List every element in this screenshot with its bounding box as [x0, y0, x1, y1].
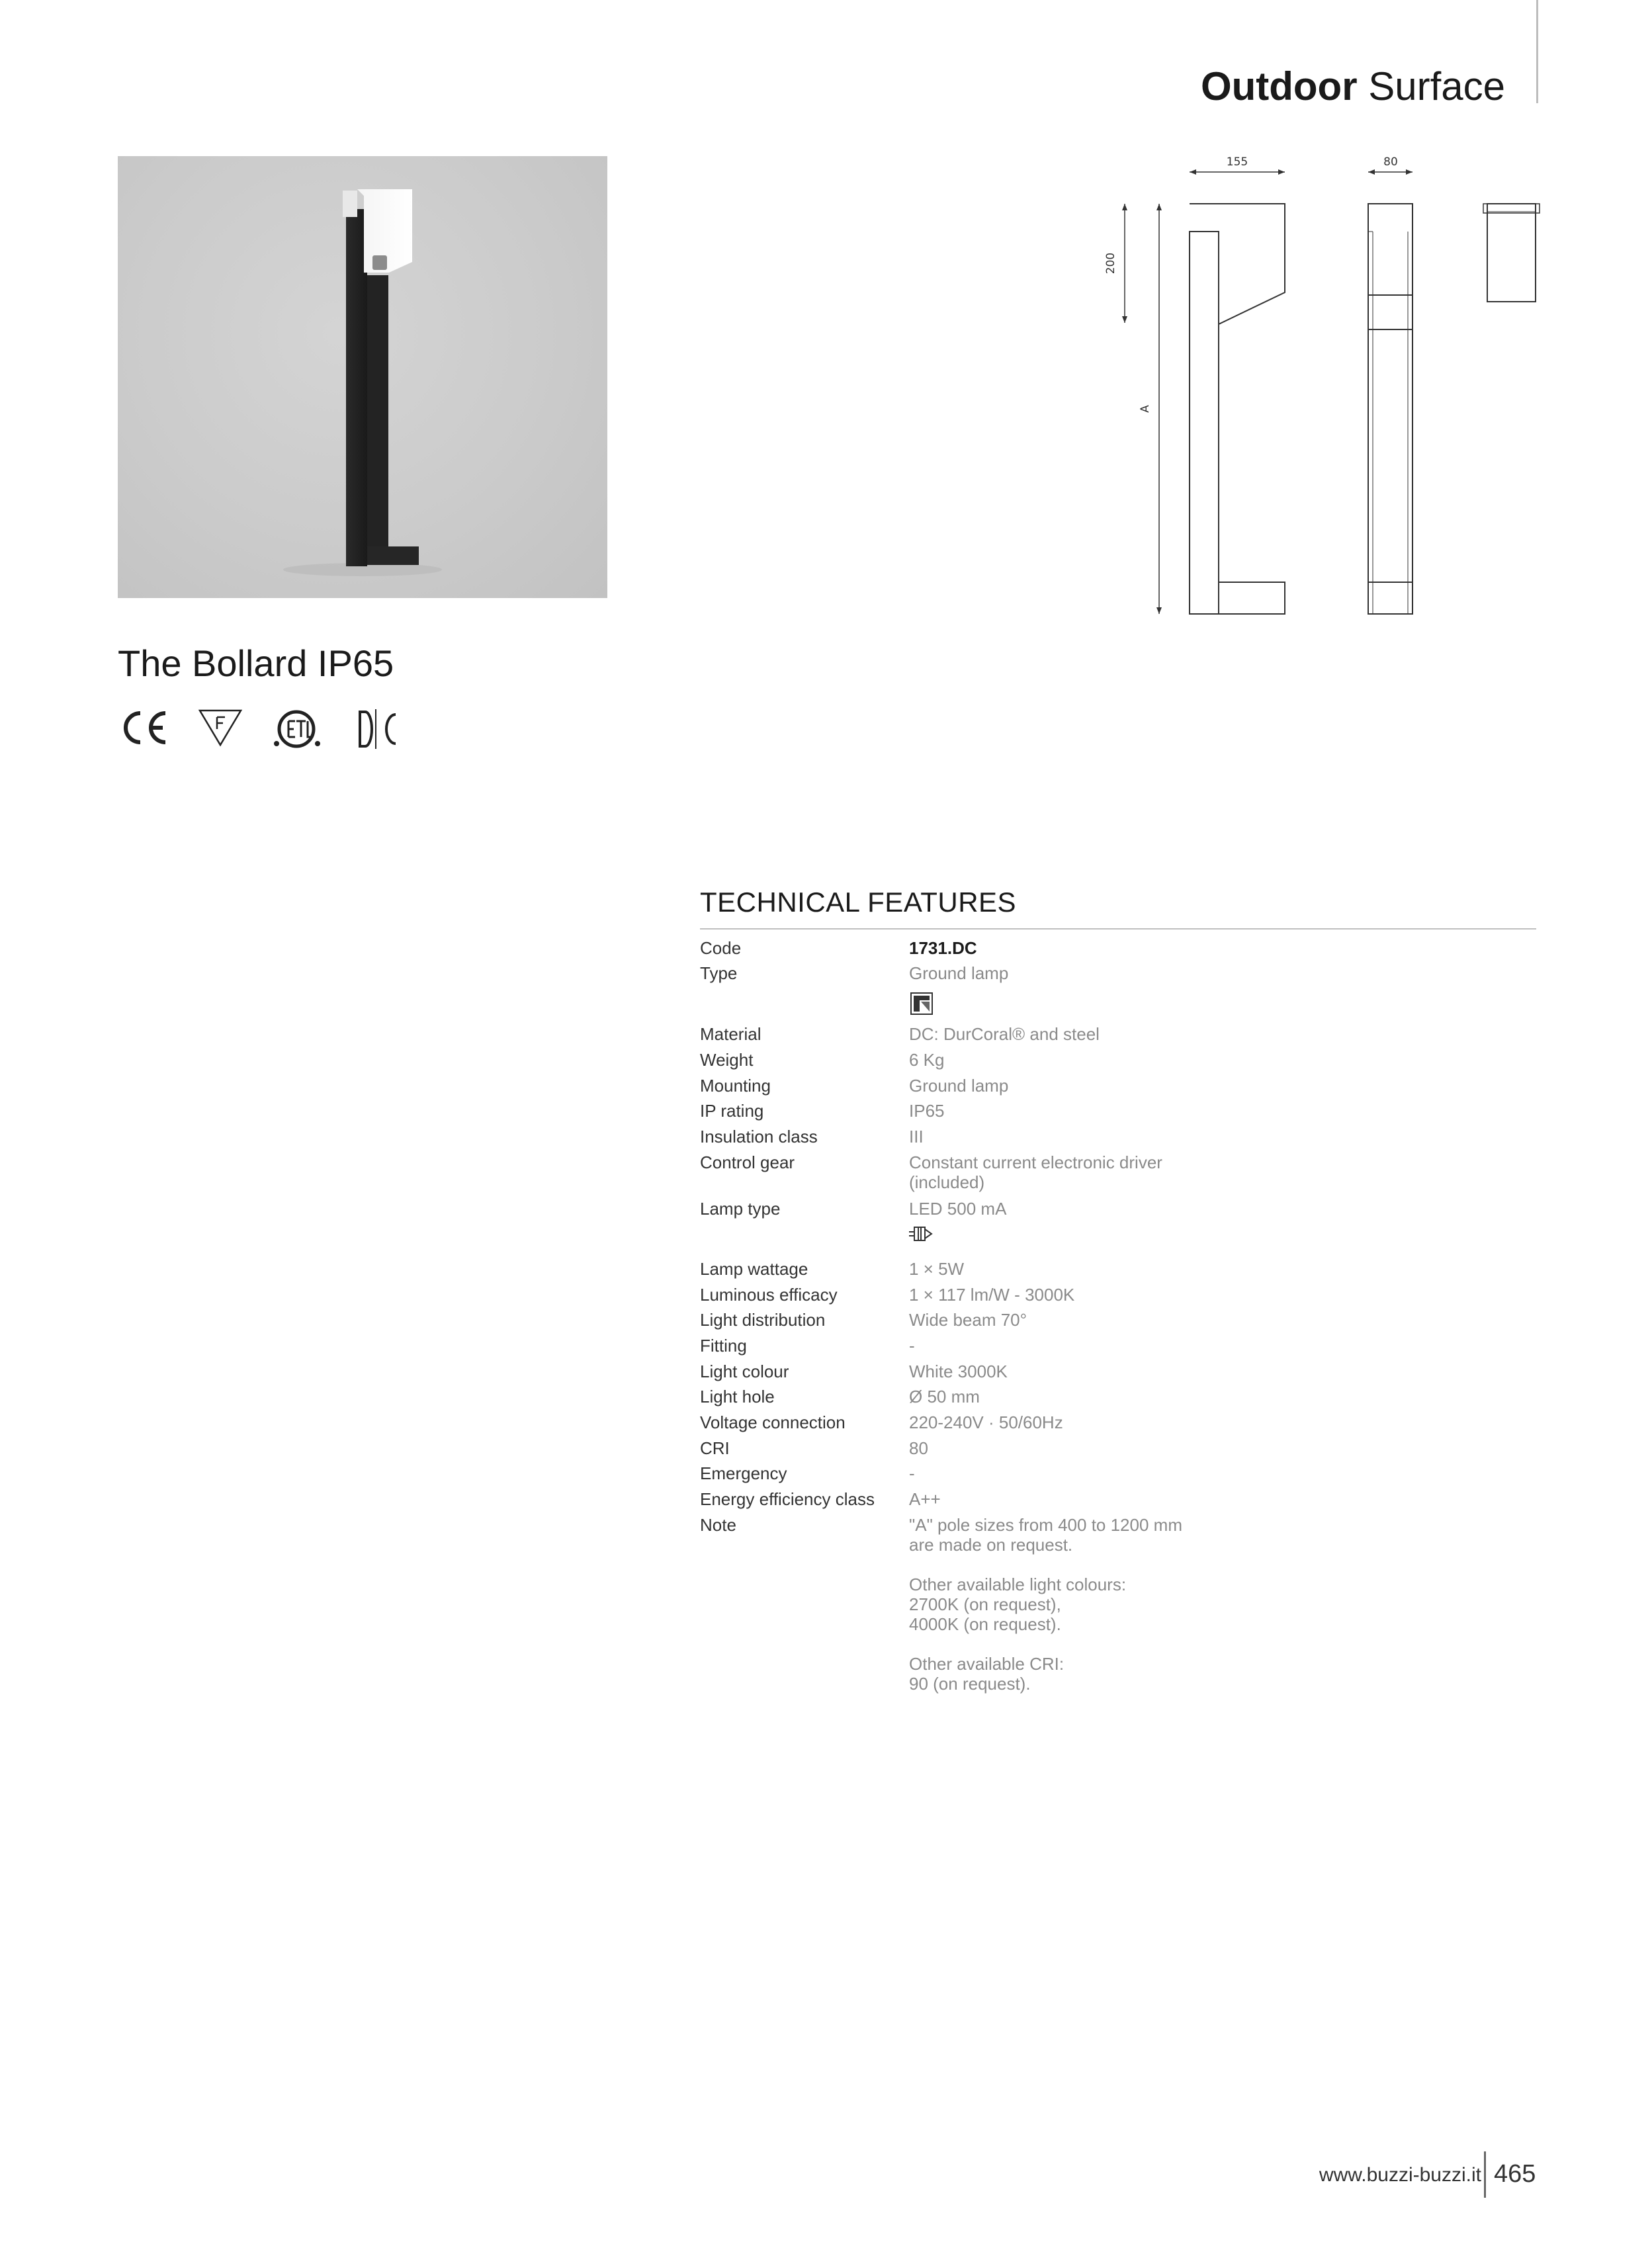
spec-value: Ground lamp — [909, 1076, 1009, 1096]
spec-value: IP65 — [909, 1101, 945, 1121]
spec-value: Ground lamp — [909, 963, 1009, 983]
spec-value: 80 — [909, 1438, 928, 1458]
spec-value: A++ — [909, 1489, 941, 1509]
header-divider — [1536, 0, 1538, 103]
dimension-drawing — [1072, 146, 1555, 622]
spec-label: Energy efficiency class — [700, 1489, 875, 1509]
spec-label: Control gear — [700, 1152, 795, 1172]
page-number: 465 — [1494, 2160, 1536, 2188]
section-title-bold: Outdoor — [1200, 64, 1358, 108]
spec-label: Type — [700, 963, 738, 983]
technical-features-divider — [700, 928, 1536, 930]
spec-label: Insulation class — [700, 1127, 818, 1147]
spec-value: "A" pole sizes from 400 to 1200 mm are made on request. Other available light colours: 2700K (on request), 4000K (on request). Other available CRI: 90 (on request). — [909, 1515, 1182, 1694]
spec-label: Mounting — [700, 1076, 771, 1096]
ground-lamp-type-icon — [910, 992, 933, 1015]
dc-mark-icon — [360, 709, 396, 749]
footer-divider — [1484, 2151, 1486, 2198]
spec-label: Fitting — [700, 1336, 747, 1356]
dim-head-label: 200 — [1104, 252, 1117, 275]
spec-label: Note — [700, 1515, 736, 1535]
spec-label: CRI — [700, 1438, 730, 1458]
spec-value: LED 500 mA — [909, 1199, 1007, 1219]
spec-value: White 3000K — [909, 1362, 1008, 1381]
product-title: The Bollard IP65 — [118, 642, 394, 684]
spec-label: Luminous efficacy — [700, 1285, 838, 1305]
dim-width-label: 155 — [1226, 155, 1248, 169]
spec-value: 1731.DC — [909, 938, 977, 958]
spec-value: DC: DurCoral® and steel — [909, 1024, 1100, 1044]
spec-label: Emergency — [700, 1463, 787, 1483]
etl-mark-icon — [274, 712, 320, 746]
led-lamp-icon — [908, 1225, 934, 1242]
dim-depth-label: 80 — [1383, 155, 1398, 169]
dim-pole-label: A — [1139, 405, 1152, 413]
spec-value: Wide beam 70° — [909, 1310, 1027, 1330]
spec-value: 1 × 5W — [909, 1259, 965, 1279]
certification-marks — [118, 703, 409, 753]
spec-value: - — [909, 1336, 915, 1356]
spec-value: Constant current electronic driver (included) — [909, 1152, 1162, 1192]
spec-value: 6 Kg — [909, 1050, 945, 1070]
spec-value: Ø 50 mm — [909, 1387, 980, 1406]
spec-label: Voltage connection — [700, 1412, 846, 1432]
spec-label: Light colour — [700, 1362, 789, 1381]
section-title-light: Surface — [1368, 64, 1505, 108]
section-title — [1201, 64, 1505, 110]
spec-value: - — [909, 1463, 915, 1483]
spec-label: IP rating — [700, 1101, 764, 1121]
spec-value: 220-240V · 50/60Hz — [909, 1412, 1063, 1432]
spec-value: 1 × 117 lm/W - 3000K — [909, 1285, 1075, 1305]
spec-label: Light hole — [700, 1387, 775, 1406]
spec-label: Lamp wattage — [700, 1259, 808, 1279]
spec-label: Code — [700, 938, 742, 958]
product-photo — [118, 156, 607, 598]
website-url: www.buzzi-buzzi.it — [1319, 2164, 1481, 2186]
spec-label: Weight — [700, 1050, 754, 1070]
spec-label: Material — [700, 1024, 761, 1044]
f-mark-icon — [200, 711, 241, 745]
ce-mark-icon — [126, 713, 165, 742]
spec-label: Lamp type — [700, 1199, 781, 1219]
technical-features-heading: TECHNICAL FEATURES — [700, 887, 1017, 918]
spec-label: Light distribution — [700, 1310, 826, 1330]
spec-value: III — [909, 1127, 924, 1147]
